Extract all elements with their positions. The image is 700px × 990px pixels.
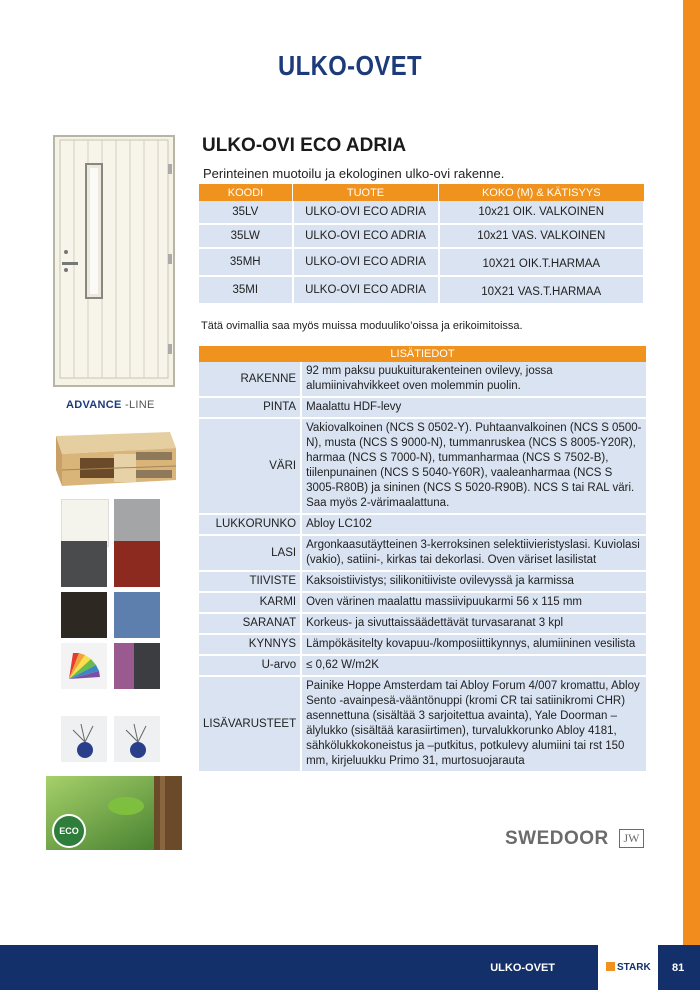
detail-value: 92 mm paksu puukuiturakenteinen ovilevy, jossa alumiinivahvikkeet oven molemmin puolin. xyxy=(301,362,646,397)
footer-section-label: ULKO-OVET xyxy=(490,962,555,974)
detail-row-lisavarusteet xyxy=(199,676,646,772)
page-title: ULKO-OVET xyxy=(278,50,422,81)
detail-value: Maalattu HDF-levy xyxy=(301,397,646,418)
size-cell: 10X21 VAS.T.HARMAA xyxy=(439,276,645,304)
detail-value: ≤ 0,62 W/m2K xyxy=(301,655,646,676)
detail-row-pinta xyxy=(199,397,646,418)
table-row xyxy=(199,201,644,224)
code-cell: 35LW xyxy=(199,224,293,248)
eco-nature-image xyxy=(46,776,182,850)
col-header-koodi: KOODI xyxy=(199,184,293,201)
product-cell: ULKO-OVI ECO ADRIA xyxy=(293,248,439,276)
detail-label: KYNNYS xyxy=(199,634,301,655)
product-description: Perinteinen muotoilu ja ekologinen ulko-ovi rakenne. xyxy=(203,166,505,181)
detail-label: SARANAT xyxy=(199,613,301,634)
color-swatch-light-grey xyxy=(114,499,160,545)
detail-value: Lämpökäsitelty kovapuu-/komposiittikynnys, alumiininen vesilista xyxy=(301,634,646,655)
product-cell: ULKO-OVI ECO ADRIA xyxy=(293,201,439,224)
detail-label: TIIVISTE xyxy=(199,571,301,592)
variants-header-row xyxy=(199,184,644,201)
code-cell: 35MH xyxy=(199,248,293,276)
detail-label: PINTA xyxy=(199,397,301,418)
stark-logo-icon xyxy=(606,962,615,971)
code-cell: 35MI xyxy=(199,276,293,304)
detail-value: Abloy LC102 xyxy=(301,514,646,535)
color-fan-icon xyxy=(61,643,107,689)
product-title: ULKO-OVI ECO ADRIA xyxy=(202,135,407,156)
two-tone-swatch xyxy=(114,643,160,689)
detail-label: RAKENNE xyxy=(199,362,301,397)
detail-row-lasi xyxy=(199,535,646,571)
detail-label: U-arvo xyxy=(199,655,301,676)
details-header: LISÄTIEDOT xyxy=(199,346,646,362)
eco-badge: ECO xyxy=(52,814,86,848)
table-row xyxy=(199,248,644,276)
detail-value: Kaksoistiivistys; silikonitiiviste ovilevyssä ja karmissa xyxy=(301,571,646,592)
detail-row-lukkorunko xyxy=(199,514,646,535)
size-cell: 10X21 OIK.T.HARMAA xyxy=(439,248,645,276)
detail-label: KARMI xyxy=(199,592,301,613)
size-cell: 10x21 OIK. VALKOINEN xyxy=(439,201,645,224)
page-number: 81 xyxy=(672,962,685,974)
jw-logo: JW xyxy=(619,829,644,848)
col-header-tuote: TUOTE xyxy=(293,184,439,201)
detail-row-tiiviste xyxy=(199,571,646,592)
details-table xyxy=(199,346,646,773)
color-swatch-black xyxy=(61,592,107,638)
detail-label: LISÄVARUSTEET xyxy=(199,676,301,772)
detail-row-karmi xyxy=(199,592,646,613)
detail-label: VÄRI xyxy=(199,418,301,514)
advance-line-light: -LINE xyxy=(125,399,155,411)
color-swatch-grey xyxy=(61,541,107,587)
detail-row-u-arvo xyxy=(199,655,646,676)
size-note: Tätä ovimallia saa myös muissa moduuliko’oissa ja erikoimitoissa. xyxy=(201,320,523,332)
advance-line-logo xyxy=(66,399,155,411)
stark-logo-text: STARK xyxy=(617,962,651,973)
product-cell: ULKO-OVI ECO ADRIA xyxy=(293,276,439,304)
detail-value: Oven värinen maalattu massiivipuukarmi 56 x 115 mm xyxy=(301,592,646,613)
stark-logo xyxy=(606,962,651,973)
detail-value: Painike Hoppe Amsterdam tai Abloy Forum 4/007 kromattu, Abloy Sento -avainpesä-vääntönuppi (kromi CR tai satiinikromi CHR) asennettuna (sisältää 3 sarjoitettua avainta), Yale Doorman –älylukko (sisältää karasiirtimen), turvalukkorunko Abloy 4181, sähkölukkokoneistus ja –putkitus, potkulevy alumiini tai rst 150 mm, kirjeluukku Primo 31, murtosuojarauta xyxy=(301,676,646,772)
detail-row-vari xyxy=(199,418,646,514)
detail-label: LUKKORUNKO xyxy=(199,514,301,535)
product-cell: ULKO-OVI ECO ADRIA xyxy=(293,224,439,248)
table-row xyxy=(199,276,644,304)
col-header-koko: KOKO (M) & KÄTISYYS xyxy=(439,184,645,201)
door-image xyxy=(52,134,176,388)
detail-value: Argonkaasutäytteinen 3-kerroksinen selektiivieristyslasi. Kuviolasi (vakio), satiini-, kirkas tai dekorlasi. Oven väriset lasilistat xyxy=(301,535,646,571)
color-swatch-blue xyxy=(114,592,160,638)
footer-bar xyxy=(0,945,700,990)
advance-line-bold: ADVANCE xyxy=(66,399,122,411)
door-cross-section-image xyxy=(52,430,177,492)
detail-label: LASI xyxy=(199,535,301,571)
variants-table xyxy=(199,184,645,305)
table-row xyxy=(199,224,644,248)
swedoor-logo: SWEDOOR xyxy=(505,828,609,849)
color-swatch-white xyxy=(61,499,109,547)
orange-side-strip xyxy=(683,0,700,945)
color-swatch-red xyxy=(114,541,160,587)
decor-glass-image-1 xyxy=(61,716,107,762)
detail-row-kynnys xyxy=(199,634,646,655)
detail-value: Korkeus- ja sivuttaissäädettävät turvasaranat 3 kpl xyxy=(301,613,646,634)
detail-row-rakenne xyxy=(199,362,646,397)
size-cell: 10x21 VAS. VALKOINEN xyxy=(439,224,645,248)
detail-value: Vakiovalkoinen (NCS S 0502-Y). Puhtaanvalkoinen (NCS S 0500-N), musta (NCS S 9000-N), tummanruskea (NCS S 8005-Y20R), harmaa (NCS S 7000-N), tummanharmaa (NCS S 7502-B), tiilenpunainen (NCS S 5040-Y60R), vaaleanharmaa (NCS S 3005-R80B) ja sininen (NCS S 5020-R90B). NCS S tai RAL väri. Saa myös 2-värimaalattuna. xyxy=(301,418,646,514)
decor-glass-image-2 xyxy=(114,716,160,762)
detail-row-saranat xyxy=(199,613,646,634)
code-cell: 35LV xyxy=(199,201,293,224)
